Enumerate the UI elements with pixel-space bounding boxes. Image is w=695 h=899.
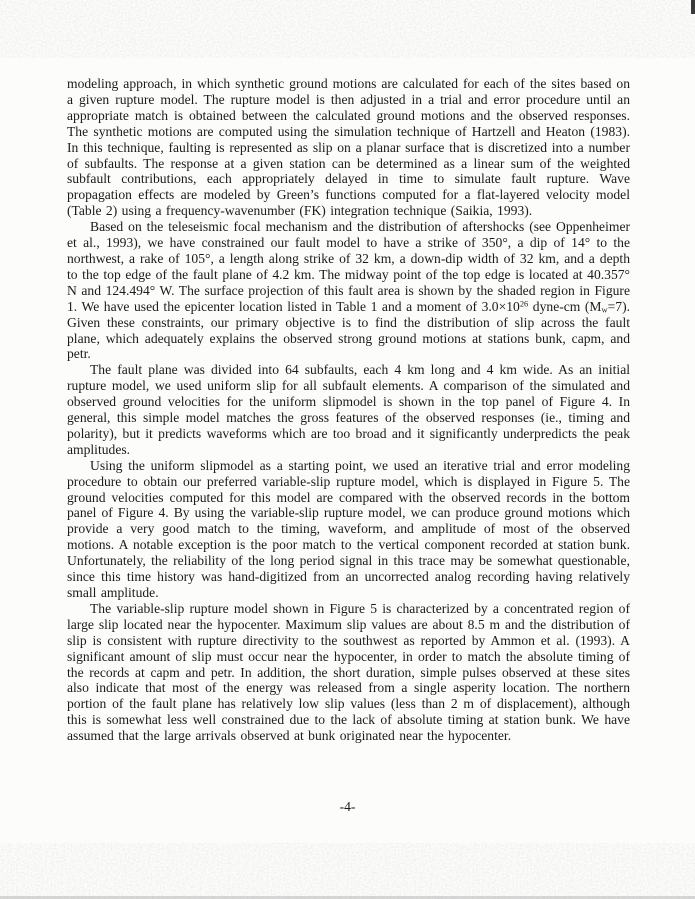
paragraph-5: The variable-slip rupture model shown in Figure 5 is characterized by a concentrated region of large slip located near the hypocenter. Maximum slip values are about 8.5 m and the distribution of slip is consistent with rupture directivity to the southwest as reported by Ammon et al. (1993). A significant amount of slip must occur near the hypocenter, in order to match the absolute timing of the records at capm and petr. In addition, the short duration, simple pulses observed at these sites also indicate that most of the energy was released from a single asperity location. The northern portion of the fault plane has relatively low slip values (less than 2 m of displacement), although this is somewhat less well constrained due to the lack of absolute timing at station bunk. We have assumed that the large arrivals observed at bunk originated near the hypocenter. bbox=[67, 600, 630, 744]
paragraph-2-text: =7). Given these constraints, our primary objective is to find the distribution of slip across the fault plane, which adequately explains the observed strong ground motions at stations bunk, capm, and petr. bbox=[67, 298, 630, 362]
scan-edge-mark bbox=[691, 0, 695, 14]
paragraph-1: modeling approach, in which synthetic ground motions are calculated for each of the sites based on a given rupture model. The rupture model is then adjusted in a trial and error procedure until an appropriate match is obtained between the calculated ground motions and the observed responses. The synthetic motions are computed using the simulation technique of Hartzell and Heaton (1983). In this technique, faulting is represented as slip on a planar surface that is discretized into a number of subfaults. The response at a given station can be determined as a linear sum of the weighted subfault contributions, each appropriately delayed in time to simulate fault rupture. Wave propagation effects are modeled by Green’s functions computed for a flat-layered velocity model (Table 2) using a frequency-wavenumber (FK) integration technique (Saikia, 1993). bbox=[67, 76, 630, 219]
paragraph-3: The fault plane was divided into 64 subfaults, each 4 km long and 4 km wide. As an initial rupture model, we used uniform slip for all subfault elements. A comparison of the simulated and observed ground velocities for the uniform slipmodel is shown in the top panel of Figure 4. In general, this simple model matches the gross features of the observed responses (ie., timing and polarity), but it predicts waveforms which are too broad and it significantly underpredicts the peak amplitudes. bbox=[67, 362, 630, 457]
paragraph-4: Using the uniform slipmodel as a starting point, we used an iterative trial and error modeling procedure to obtain our preferred variable-slip rupture model, which is displayed in Figure 5. The ground velocities computed for this model are compared with the observed records in the bottom panel of Figure 4. By using the variable-slip rupture model, we can produce ground motions which provide a very good match to the timing, waveform, and amplitude of most of the observed motions. A notable exception is the poor match to the vertical component recorded at station bunk. Unfortunately, the reliability of the long period signal in this trace may be somewhat questionable, since this time history was hand-digitized from an uncorrected analog recording having relatively small amplitude. bbox=[67, 457, 630, 600]
moment-exponent: 26 bbox=[519, 298, 529, 309]
scan-noise-top bbox=[0, 0, 695, 58]
page-number: -4- bbox=[339, 799, 356, 814]
magnitude-subscript: w bbox=[601, 304, 608, 315]
paragraph-2 bbox=[67, 219, 630, 362]
scan-noise-bottom bbox=[0, 843, 695, 899]
body-text bbox=[67, 76, 630, 744]
paragraph-2-text: dyne-cm (M bbox=[528, 298, 602, 314]
paragraph-2-text: Based on the teleseismic focal mechanism and the distribution of aftershocks (see Oppenheimer et al., 1993), we have constrained our fault model to have a strike of 350°, a dip of 14° to the northwest, a rake of 105°, a length along strike of 32 km, a down-dip width of 32 km, and a depth to the top edge of the fault plane of 4.2 km. The midway point of the top edge is located at 40.357° N and 124.494° W. The surface projection of this fault area is shown by the shaded region in Figure 1. We have used the epicenter location listed in Table 1 and a moment of 3.0×10 bbox=[67, 219, 630, 314]
